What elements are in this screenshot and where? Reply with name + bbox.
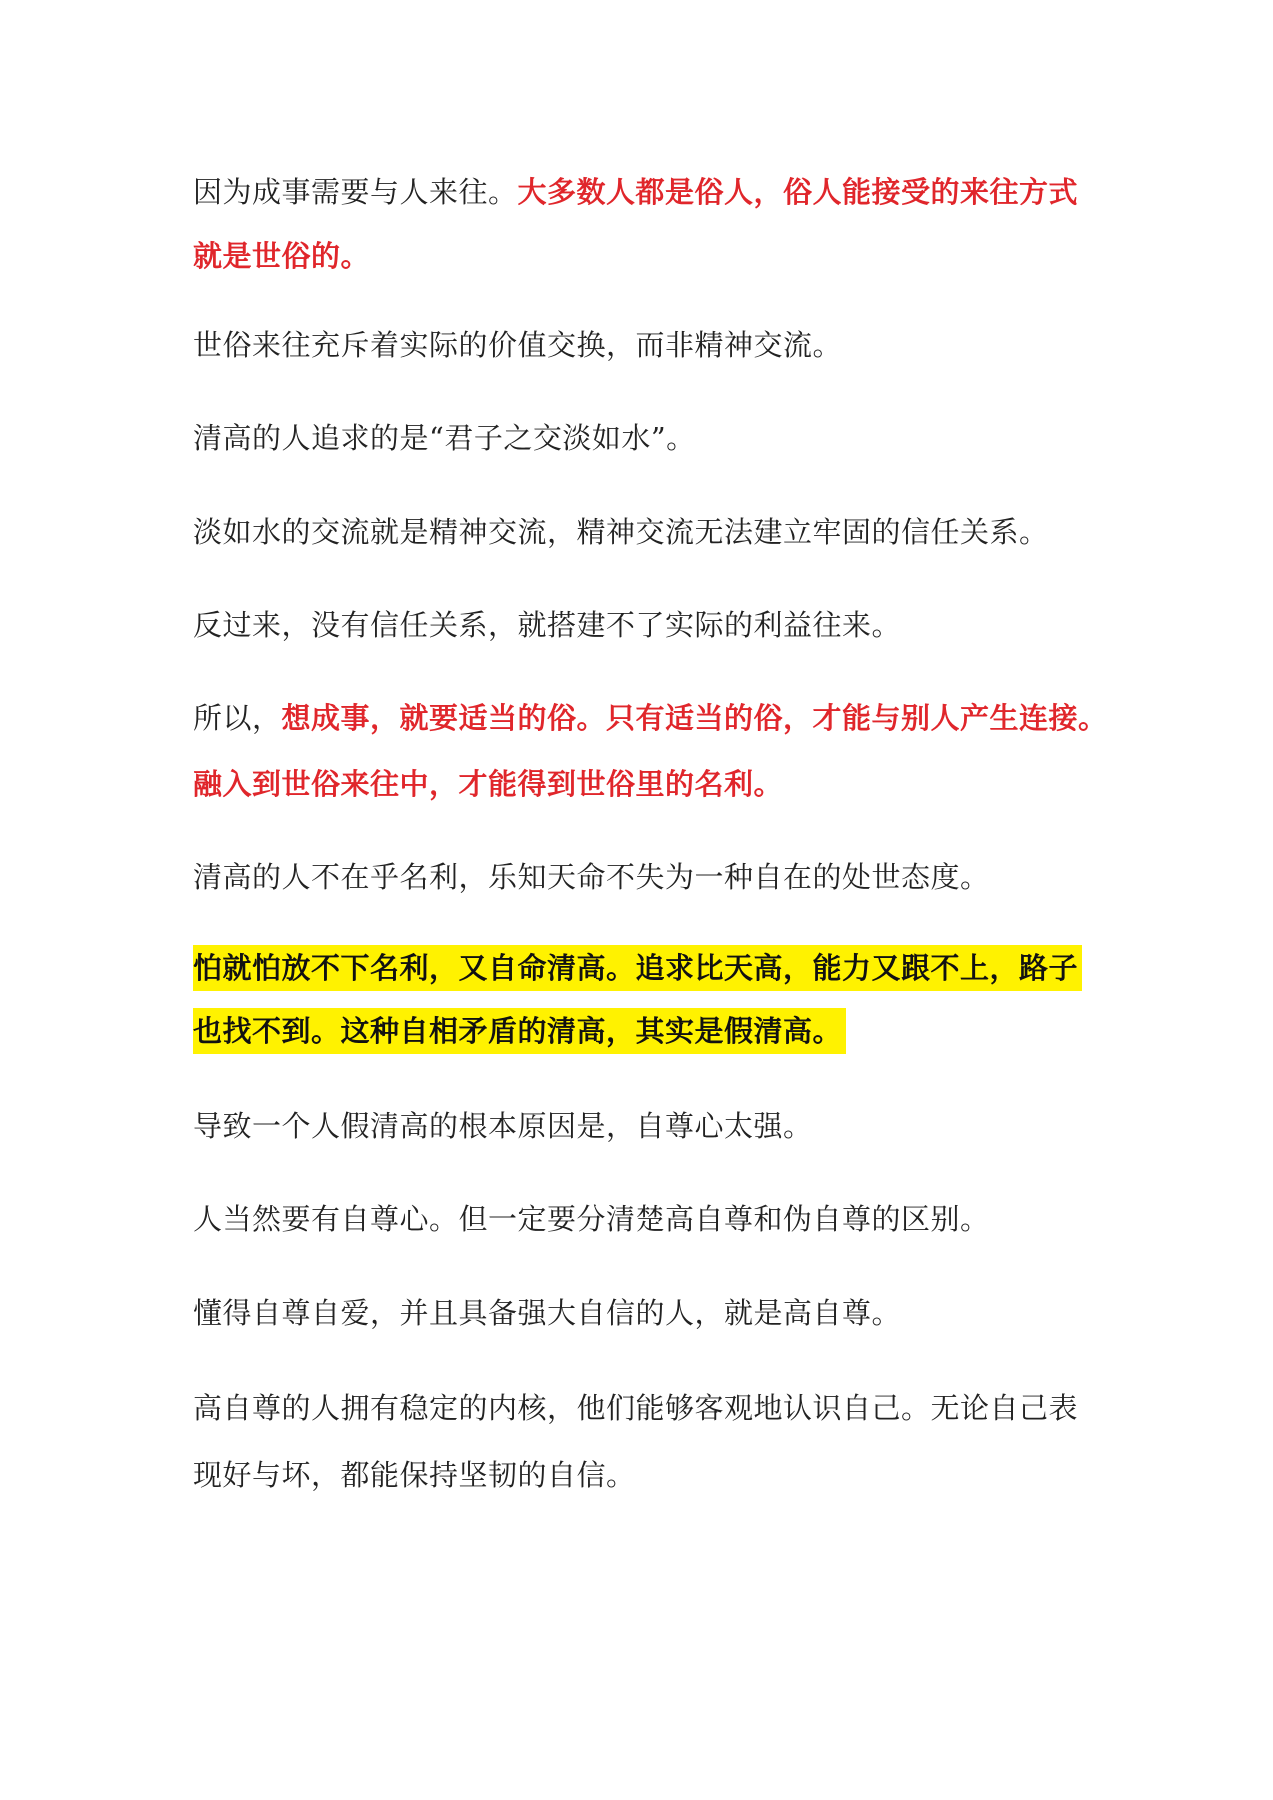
- paragraph-6-line-1: [193, 698, 1108, 738]
- paragraph-10: 人当然要有自尊心。但一定要分清楚高自尊和伪自尊的区别。: [193, 1202, 990, 1236]
- paragraph-4: 淡如水的交流就是精神交流，精神交流无法建立牢固的信任关系。: [193, 515, 1049, 549]
- paragraph-1-line-1: [193, 172, 1078, 212]
- red-emphasis-text: 想成事，就要适当的俗。只有适当的俗，才能与别人产生连接。: [281, 701, 1108, 735]
- paragraph-3: 清高的人追求的是“君子之交淡如水”。: [193, 421, 696, 455]
- paragraph-12-line-2: 现好与坏，都能保持坚韧的自信。: [193, 1458, 636, 1492]
- paragraph-2: 世俗来往充斥着实际的价值交换，而非精神交流。: [193, 328, 843, 362]
- paragraph-6-line-2: 融入到世俗来往中，才能得到世俗里的名利。: [193, 767, 784, 801]
- yellow-highlight-text: 也找不到。这种自相矛盾的清高，其实是假清高。: [193, 1008, 846, 1054]
- paragraph-7: 清高的人不在乎名利，乐知天命不失为一种自在的处世态度。: [193, 860, 990, 894]
- highlighted-paragraph-line-1: [193, 948, 1082, 988]
- plain-text: 所以，: [193, 701, 282, 735]
- plain-text: 因为成事需要与人来往。: [193, 175, 518, 209]
- yellow-highlight-text: 怕就怕放不下名利，又自命清高。追求比天高，能力又跟不上，路子: [193, 945, 1082, 991]
- red-emphasis-text: 大多数人都是俗人，俗人能接受的来往方式: [517, 175, 1079, 209]
- paragraph-9: 导致一个人假清高的根本原因是，自尊心太强。: [193, 1109, 813, 1143]
- highlighted-paragraph-line-2: [193, 1011, 846, 1051]
- paragraph-11: 懂得自尊自爱，并且具备强大自信的人，就是高自尊。: [193, 1296, 902, 1330]
- paragraph-12-line-1: 高自尊的人拥有稳定的内核，他们能够客观地认识自己。无论自己表: [193, 1391, 1079, 1425]
- paragraph-5: 反过来，没有信任关系，就搭建不了实际的利益往来。: [193, 608, 902, 642]
- paragraph-1-line-2: 就是世俗的。: [193, 239, 371, 273]
